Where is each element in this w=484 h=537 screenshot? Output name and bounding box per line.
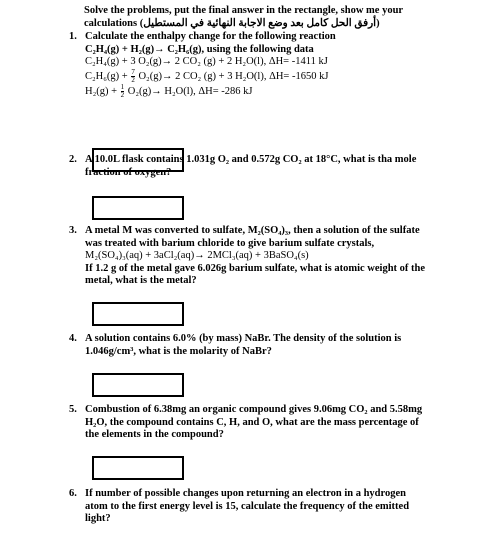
question-2 bbox=[69, 154, 469, 179]
question-text: H₂O, the compound contains C, H, and O, what are the mass percentage of bbox=[85, 416, 419, 428]
question-number: 1. bbox=[69, 31, 77, 42]
answer-box-3[interactable] bbox=[92, 302, 184, 326]
question-text: Combustion of 6.38mg an organic compound gives 9.06mg CO₂ and 5.58mg bbox=[85, 404, 423, 415]
question-6 bbox=[69, 488, 469, 526]
question-text: 1.046g/cm³, what is the molarity of NaBr? bbox=[85, 345, 272, 357]
answer-box-2[interactable] bbox=[92, 196, 184, 220]
question-1 bbox=[69, 31, 469, 99]
question-text: If 1.2 g of the metal gave 6.026g barium sulfate, what is atomic weight of the bbox=[85, 262, 426, 274]
question-4 bbox=[69, 333, 469, 358]
question-text: metal, what is the metal? bbox=[85, 275, 197, 286]
question-3 bbox=[69, 225, 469, 288]
question-text: light? bbox=[85, 513, 111, 524]
question-text: A metal M was converted to sulfate, M₂(SO₄)₃, then a solution of the sulfate bbox=[85, 225, 420, 236]
question-text: was treated with barium chloride to give barium sulfate crystals, bbox=[85, 237, 375, 249]
question-text: fraction of oxygen? bbox=[85, 166, 172, 178]
answer-box-5[interactable] bbox=[92, 456, 184, 480]
question-text: A 10.0L flask contains 1.031g O₂ and 0.572g CO₂ at 18°C, what is tha mole bbox=[85, 154, 417, 165]
instructions bbox=[84, 4, 469, 30]
arabic-instructions: (أرفق الحل كامل بعد وضع الاجابة النهائية في المستطيل) bbox=[139, 18, 380, 29]
question-text: A solution contains 6.0% (by mass) NaBr. The density of the solution is bbox=[85, 333, 402, 344]
fraction: $\frac{7}{2}$ bbox=[131, 67, 135, 84]
question-text: If number of possible changes upon returning an electron in a hydrogen bbox=[85, 488, 406, 499]
fraction: $\frac{1}{2}$ bbox=[120, 82, 125, 99]
data-reaction-1: C₂H₄(g) + 3 O₂(g)→ 2 CO₂ (g) + 2 H₂O(l), ΔH= -1411 kJ bbox=[85, 56, 328, 67]
instructions-line-2: calculations bbox=[84, 18, 138, 29]
question-number: 3. bbox=[69, 225, 77, 236]
question-number: 6. bbox=[69, 488, 77, 499]
answer-box-4[interactable] bbox=[92, 373, 184, 397]
data-reaction-2: C₂H₆(g) + $\frac{7}{2}$ O₂(g)→ 2 CO₂ (g) + 3 H₂O(l), ΔH= -1650 kJ bbox=[85, 67, 329, 84]
question-number: 5. bbox=[69, 404, 77, 415]
question-number: 4. bbox=[69, 333, 77, 344]
reaction-equation: M₂(SO₄)₃(aq) + 3aCl₂(aq)→ 2MCl₃(aq) + 3BaSO₄(s) bbox=[85, 250, 309, 261]
question-text: atom to the first energy level is 15, calculate the frequency of the emitted bbox=[85, 500, 410, 512]
question-text: Calculate the enthalpy change for the following reaction bbox=[85, 31, 336, 42]
question-5 bbox=[69, 404, 469, 442]
data-reaction-3: H₂(g) + $\frac{1}{2}$ O₂(g)→ H₂O(l), ΔH= -286 kJ bbox=[85, 82, 253, 99]
question-number: 2. bbox=[69, 154, 77, 165]
question-text: the elements in the compound? bbox=[85, 429, 224, 440]
instructions-line-1: Solve the problems, put the final answer in the rectangle, show me your bbox=[84, 5, 404, 16]
reaction-target: C₂H₄(g) + H₂(g)→ C₂H₆(g), using the following data bbox=[85, 43, 314, 55]
